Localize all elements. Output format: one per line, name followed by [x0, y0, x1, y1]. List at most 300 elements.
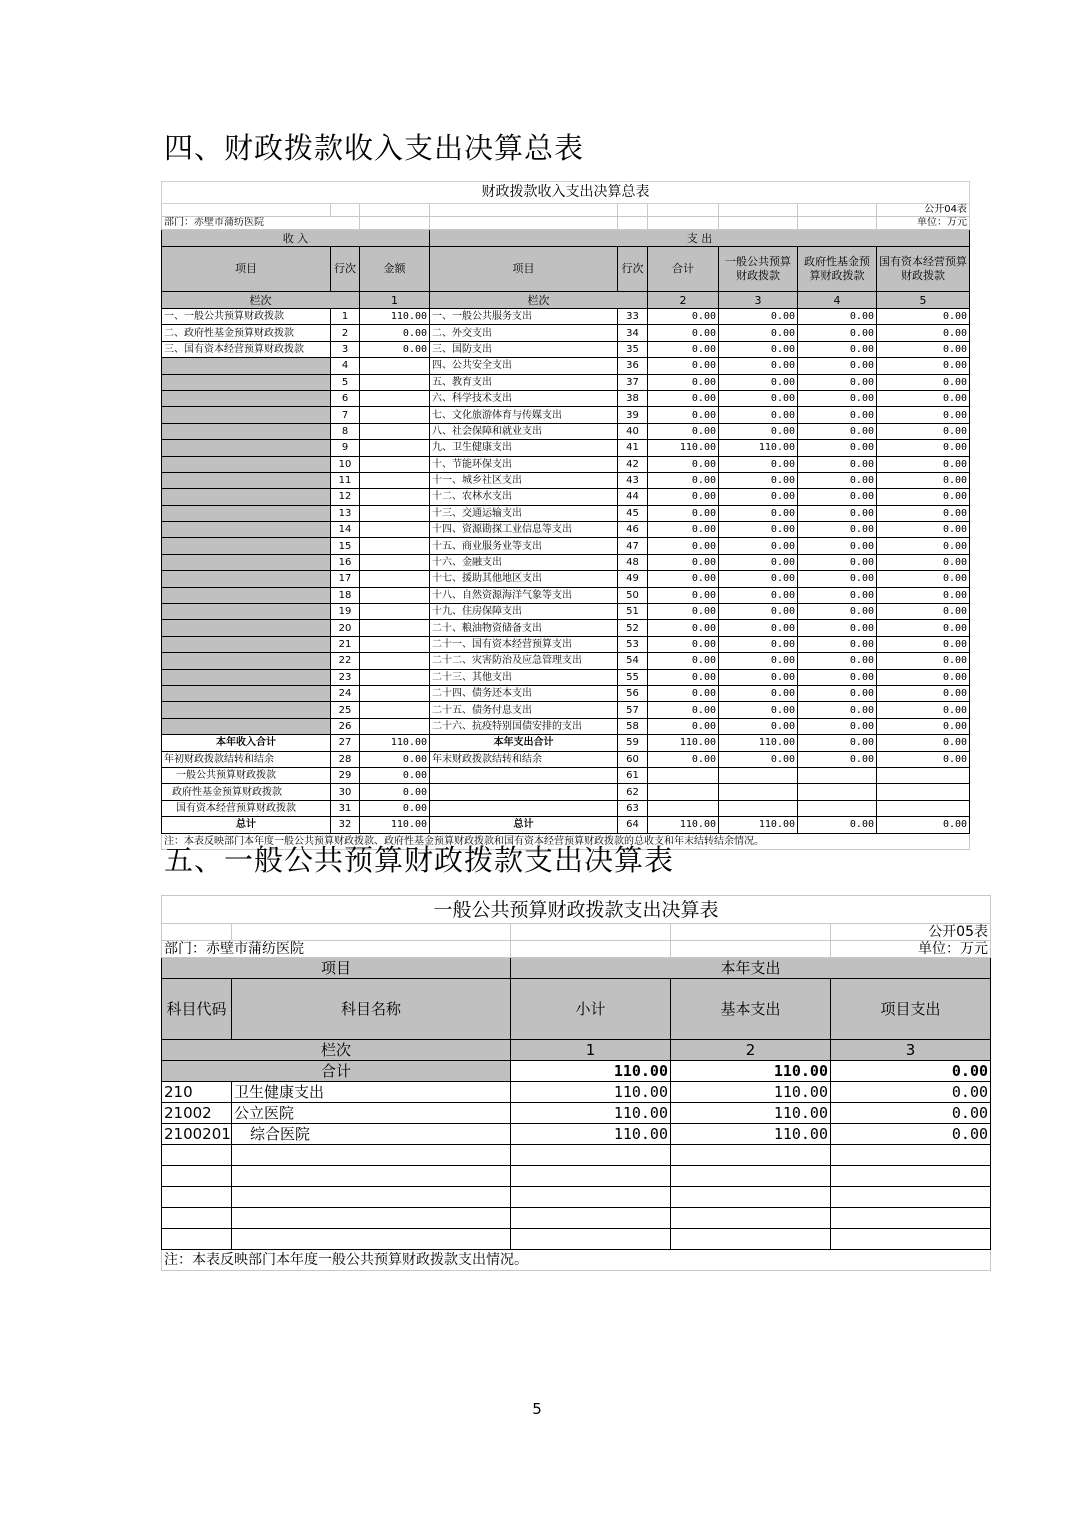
income-line: 1 — [331, 309, 360, 325]
expense-soe: 0.00 — [877, 669, 970, 685]
empty-cell — [671, 1229, 831, 1250]
expense-line: 33 — [618, 309, 648, 325]
expense-soe: 0.00 — [877, 456, 970, 472]
expense-total: 0.00 — [648, 472, 719, 488]
income-item — [162, 456, 331, 472]
expense-general — [719, 767, 798, 783]
expense-item: 十八、自然资源海洋气象等支出 — [430, 587, 618, 603]
expense-total: 0.00 — [648, 522, 719, 538]
expense-soe: 0.00 — [877, 325, 970, 341]
fiscal-appropriation-summary-table — [161, 181, 970, 850]
expense-line: 34 — [618, 325, 648, 341]
expense-total: 0.00 — [648, 505, 719, 521]
expense-item: 十二、农林水支出 — [430, 489, 618, 505]
expense-general: 0.00 — [719, 751, 798, 767]
total-basic: 110.00 — [671, 1061, 831, 1082]
expense-general: 0.00 — [719, 620, 798, 636]
empty-cell — [671, 1166, 831, 1187]
income-line: 30 — [331, 784, 360, 800]
empty-cell — [162, 1187, 232, 1208]
expense-general: 0.00 — [719, 489, 798, 505]
expense-item: 一、一般公共服务支出 — [430, 309, 618, 325]
table-row — [162, 505, 970, 521]
expense-soe: 0.00 — [877, 358, 970, 374]
expense-general: 0.00 — [719, 653, 798, 669]
table-row — [162, 374, 970, 390]
income-line: 29 — [331, 767, 360, 783]
expense-soe: 0.00 — [877, 554, 970, 570]
section-5-heading: 五、一般公共预算财政拨款支出决算表 — [164, 843, 675, 877]
expense-item: 十五、商业服务业等支出 — [430, 538, 618, 554]
col-index-3: 3 — [831, 1040, 991, 1061]
expense-general: 0.00 — [719, 390, 798, 406]
expense-soe: 0.00 — [877, 538, 970, 554]
table-title: 一般公共预算财政拨款支出决算表 — [162, 896, 991, 924]
expense-general: 0.00 — [719, 702, 798, 718]
expense-soe: 0.00 — [877, 489, 970, 505]
col-index-label: 栏次 — [162, 292, 360, 309]
expense-fund: 0.00 — [798, 604, 877, 620]
expense-line: 63 — [618, 800, 648, 816]
expense-item: 三、国防支出 — [430, 341, 618, 357]
unit-label: 单位：万元 — [831, 941, 991, 958]
income-item: 一般公共预算财政拨款 — [162, 767, 331, 783]
expense-fund: 0.00 — [798, 653, 877, 669]
expense-soe: 0.00 — [877, 685, 970, 701]
income-amount — [360, 407, 430, 423]
expense-general: 110.00 — [719, 735, 798, 751]
col-header-total: 合计 — [648, 247, 719, 292]
expense-line: 62 — [618, 784, 648, 800]
income-line: 25 — [331, 702, 360, 718]
table-row — [162, 423, 970, 439]
expense-line: 54 — [618, 653, 648, 669]
table-row — [162, 522, 970, 538]
account-name: 卫生健康支出 — [232, 1082, 511, 1103]
expense-item: 九、卫生健康支出 — [430, 440, 618, 456]
expense-general: 0.00 — [719, 407, 798, 423]
income-amount — [360, 390, 430, 406]
table-row — [162, 751, 970, 767]
col-header-fund: 政府性基金预算财政拨款 — [798, 247, 877, 292]
expense-general: 0.00 — [719, 456, 798, 472]
income-amount: 110.00 — [360, 309, 430, 325]
income-amount: 0.00 — [360, 784, 430, 800]
expense-line: 60 — [618, 751, 648, 767]
income-line: 14 — [331, 522, 360, 538]
income-amount: 0.00 — [360, 800, 430, 816]
expense-line: 39 — [618, 407, 648, 423]
empty-cell — [511, 1166, 671, 1187]
expense-item: 六、科学技术支出 — [430, 390, 618, 406]
expense-line: 43 — [618, 472, 648, 488]
empty-row — [162, 1187, 991, 1208]
expense-fund: 0.00 — [798, 685, 877, 701]
expense-soe — [877, 784, 970, 800]
expense-fund: 0.00 — [798, 341, 877, 357]
expense-fund: 0.00 — [798, 751, 877, 767]
income-item — [162, 522, 331, 538]
total-label: 合计 — [162, 1061, 511, 1082]
table-row — [162, 817, 970, 833]
col-header-year-expense: 本年支出 — [511, 958, 991, 979]
empty-cell — [232, 1145, 511, 1166]
col-index-1: 1 — [360, 292, 430, 309]
income-line: 17 — [331, 571, 360, 587]
expense-item: 二十一、国有资本经营预算支出 — [430, 636, 618, 652]
income-line: 22 — [331, 653, 360, 669]
table-row — [162, 669, 970, 685]
income-line: 24 — [331, 685, 360, 701]
empty-cell — [831, 1208, 991, 1229]
expense-total: 0.00 — [648, 751, 719, 767]
income-line: 32 — [331, 817, 360, 833]
expense-line: 35 — [618, 341, 648, 357]
expense-soe: 0.00 — [877, 341, 970, 357]
income-amount: 110.00 — [360, 817, 430, 833]
expense-fund: 0.00 — [798, 440, 877, 456]
expense-line: 44 — [618, 489, 648, 505]
expense-general: 0.00 — [719, 554, 798, 570]
expense-item: 四、公共安全支出 — [430, 358, 618, 374]
income-line: 11 — [331, 472, 360, 488]
expense-total: 110.00 — [648, 735, 719, 751]
table-row — [162, 767, 970, 783]
table-row — [162, 587, 970, 603]
expense-line: 37 — [618, 374, 648, 390]
expense-fund: 0.00 — [798, 358, 877, 374]
department-label: 部门：赤壁市蒲纺医院 — [162, 217, 360, 230]
expense-item — [430, 800, 618, 816]
expense-soe: 0.00 — [877, 374, 970, 390]
empty-cell — [232, 1166, 511, 1187]
income-line: 31 — [331, 800, 360, 816]
empty-cell — [511, 1208, 671, 1229]
empty-cell — [831, 1187, 991, 1208]
expense-line: 58 — [618, 718, 648, 734]
table-title: 财政拨款收入支出决算总表 — [162, 182, 970, 204]
col-index-3: 3 — [719, 292, 798, 309]
income-item — [162, 407, 331, 423]
expense-soe: 0.00 — [877, 817, 970, 833]
expense-item: 总计 — [430, 817, 618, 833]
table-row — [162, 472, 970, 488]
income-item: 本年收入合计 — [162, 735, 331, 751]
expense-fund: 0.00 — [798, 374, 877, 390]
expense-item: 十、节能环保支出 — [430, 456, 618, 472]
expense-fund — [798, 800, 877, 816]
table-row — [162, 718, 970, 734]
expense-total: 0.00 — [648, 374, 719, 390]
table-row — [162, 636, 970, 652]
col-index-2: 2 — [671, 1040, 831, 1061]
expense-total: 0.00 — [648, 669, 719, 685]
income-amount — [360, 620, 430, 636]
expense-general: 110.00 — [719, 440, 798, 456]
expense-line: 38 — [618, 390, 648, 406]
empty-cell — [232, 1229, 511, 1250]
income-line: 7 — [331, 407, 360, 423]
income-amount — [360, 358, 430, 374]
expense-total — [648, 800, 719, 816]
income-line: 12 — [331, 489, 360, 505]
expense-soe: 0.00 — [877, 522, 970, 538]
subtotal: 110.00 — [511, 1103, 671, 1124]
empty-cell — [831, 1166, 991, 1187]
expense-general: 0.00 — [719, 669, 798, 685]
income-amount — [360, 604, 430, 620]
income-amount — [360, 571, 430, 587]
expense-line: 45 — [618, 505, 648, 521]
project-expense: 0.00 — [831, 1082, 991, 1103]
income-amount — [360, 440, 430, 456]
expense-line: 51 — [618, 604, 648, 620]
income-item — [162, 390, 331, 406]
income-amount: 0.00 — [360, 325, 430, 341]
expense-item: 二十四、债务还本支出 — [430, 685, 618, 701]
expense-fund: 0.00 — [798, 325, 877, 341]
table-row — [162, 440, 970, 456]
expense-general: 0.00 — [719, 358, 798, 374]
expense-soe: 0.00 — [877, 423, 970, 439]
income-item: 年初财政拨款结转和结余 — [162, 751, 331, 767]
expense-total: 0.00 — [648, 538, 719, 554]
income-line: 3 — [331, 341, 360, 357]
col-header-basic: 基本支出 — [671, 979, 831, 1040]
empty-row — [162, 1229, 991, 1250]
income-line: 9 — [331, 440, 360, 456]
empty-cell — [162, 1229, 232, 1250]
expense-line: 46 — [618, 522, 648, 538]
income-item — [162, 604, 331, 620]
col-header-item: 项目 — [162, 958, 511, 979]
expense-total: 0.00 — [648, 653, 719, 669]
project-expense: 0.00 — [831, 1103, 991, 1124]
table-row — [162, 1103, 991, 1124]
expense-soe: 0.00 — [877, 309, 970, 325]
expense-fund: 0.00 — [798, 620, 877, 636]
form-code: 公开05表 — [831, 924, 991, 941]
expense-total: 110.00 — [648, 440, 719, 456]
total-project: 0.00 — [831, 1061, 991, 1082]
income-item: 国有资本经营预算财政拨款 — [162, 800, 331, 816]
table-row — [162, 456, 970, 472]
income-item: 总计 — [162, 817, 331, 833]
expense-soe: 0.00 — [877, 620, 970, 636]
income-line: 16 — [331, 554, 360, 570]
col-header-code: 科目代码 — [162, 979, 232, 1040]
section-4-heading: 四、财政拨款收入支出决算总表 — [164, 131, 585, 165]
expense-item: 二、外交支出 — [430, 325, 618, 341]
expense-fund: 0.00 — [798, 309, 877, 325]
expense-soe: 0.00 — [877, 587, 970, 603]
income-line: 28 — [331, 751, 360, 767]
income-item — [162, 685, 331, 701]
expense-total: 0.00 — [648, 325, 719, 341]
income-item: 二、政府性基金预算财政拨款 — [162, 325, 331, 341]
expense-fund — [798, 767, 877, 783]
income-line: 26 — [331, 718, 360, 734]
income-line: 2 — [331, 325, 360, 341]
col-header-project: 项目支出 — [831, 979, 991, 1040]
basic-expense: 110.00 — [671, 1082, 831, 1103]
expense-item: 十七、援助其他地区支出 — [430, 571, 618, 587]
expense-general — [719, 800, 798, 816]
income-item — [162, 571, 331, 587]
expense-soe: 0.00 — [877, 653, 970, 669]
expense-soe: 0.00 — [877, 751, 970, 767]
expense-total: 0.00 — [648, 636, 719, 652]
expense-soe: 0.00 — [877, 571, 970, 587]
empty-row — [162, 1166, 991, 1187]
expense-line: 40 — [618, 423, 648, 439]
income-item — [162, 472, 331, 488]
income-line: 10 — [331, 456, 360, 472]
income-item: 一、一般公共预算财政拨款 — [162, 309, 331, 325]
expense-line: 53 — [618, 636, 648, 652]
expense-line: 48 — [618, 554, 648, 570]
expense-general: 0.00 — [719, 341, 798, 357]
expense-line: 47 — [618, 538, 648, 554]
income-amount — [360, 423, 430, 439]
income-item — [162, 636, 331, 652]
table-row — [162, 407, 970, 423]
expense-total — [648, 767, 719, 783]
expense-fund: 0.00 — [798, 407, 877, 423]
expense-soe: 0.00 — [877, 505, 970, 521]
expense-total: 110.00 — [648, 817, 719, 833]
income-amount: 0.00 — [360, 341, 430, 357]
expense-fund — [798, 784, 877, 800]
expense-fund: 0.00 — [798, 554, 877, 570]
account-code: 2100201 — [162, 1124, 232, 1145]
table-row — [162, 358, 970, 374]
col-header-item: 项目 — [162, 247, 331, 292]
expense-general: 0.00 — [719, 685, 798, 701]
basic-expense: 110.00 — [671, 1103, 831, 1124]
expense-item: 十一、城乡社区支出 — [430, 472, 618, 488]
expense-general: 0.00 — [719, 571, 798, 587]
expense-item: 八、社会保障和就业支出 — [430, 423, 618, 439]
expense-soe: 0.00 — [877, 702, 970, 718]
empty-cell — [162, 1208, 232, 1229]
income-amount — [360, 653, 430, 669]
expense-fund: 0.00 — [798, 669, 877, 685]
col-header-amount: 金额 — [360, 247, 430, 292]
income-amount: 110.00 — [360, 735, 430, 751]
expense-general: 0.00 — [719, 505, 798, 521]
expense-fund: 0.00 — [798, 571, 877, 587]
empty-cell — [671, 1145, 831, 1166]
expense-general: 0.00 — [719, 522, 798, 538]
empty-cell — [162, 1145, 232, 1166]
empty-cell — [511, 1145, 671, 1166]
income-item — [162, 653, 331, 669]
income-amount — [360, 554, 430, 570]
page-number: 5 — [532, 1400, 542, 1418]
expense-fund: 0.00 — [798, 538, 877, 554]
empty-row — [162, 1145, 991, 1166]
expense-total: 0.00 — [648, 341, 719, 357]
expense-general: 0.00 — [719, 587, 798, 603]
expense-line: 64 — [618, 817, 648, 833]
income-amount — [360, 522, 430, 538]
table-row — [162, 735, 970, 751]
income-amount — [360, 374, 430, 390]
expense-fund: 0.00 — [798, 522, 877, 538]
income-line: 8 — [331, 423, 360, 439]
expense-item: 二十六、抗疫特别国债安排的支出 — [430, 718, 618, 734]
expense-header: 支 出 — [430, 230, 970, 247]
income-line: 18 — [331, 587, 360, 603]
empty-cell — [831, 1145, 991, 1166]
expense-fund: 0.00 — [798, 587, 877, 603]
expense-general: 110.00 — [719, 817, 798, 833]
empty-cell — [232, 1208, 511, 1229]
expense-general — [719, 784, 798, 800]
income-item — [162, 702, 331, 718]
expense-general: 0.00 — [719, 374, 798, 390]
income-amount — [360, 472, 430, 488]
expense-item: 二十三、其他支出 — [430, 669, 618, 685]
col-header-item2: 项目 — [430, 247, 618, 292]
expense-item: 二十五、债务付息支出 — [430, 702, 618, 718]
expense-total — [648, 784, 719, 800]
expense-line: 41 — [618, 440, 648, 456]
expense-general: 0.00 — [719, 636, 798, 652]
income-line: 20 — [331, 620, 360, 636]
subtotal: 110.00 — [511, 1124, 671, 1145]
expense-total: 0.00 — [648, 604, 719, 620]
col-index-2: 2 — [648, 292, 719, 309]
expense-line: 61 — [618, 767, 648, 783]
empty-cell — [671, 1187, 831, 1208]
table-row — [162, 653, 970, 669]
expense-line: 50 — [618, 587, 648, 603]
total-subtotal: 110.00 — [511, 1061, 671, 1082]
expense-total: 0.00 — [648, 423, 719, 439]
expense-general: 0.00 — [719, 472, 798, 488]
expense-fund: 0.00 — [798, 472, 877, 488]
expense-line: 49 — [618, 571, 648, 587]
expense-item: 二十、粮油物资储备支出 — [430, 620, 618, 636]
expense-general: 0.00 — [719, 309, 798, 325]
empty-cell — [511, 1187, 671, 1208]
expense-soe: 0.00 — [877, 390, 970, 406]
col-index-4: 4 — [798, 292, 877, 309]
expense-item — [430, 767, 618, 783]
income-header: 收 入 — [162, 230, 430, 247]
expense-item: 七、文化旅游体育与传媒支出 — [430, 407, 618, 423]
table-row — [162, 341, 970, 357]
table-note: 注：本表反映部门本年度一般公共预算财政拨款、政府性基金预算财政拨款和国有资本经营预算财政拨款的总收支和年末结转结余情况。 — [162, 833, 970, 849]
income-item — [162, 538, 331, 554]
income-line: 23 — [331, 669, 360, 685]
empty-cell — [511, 1229, 671, 1250]
table-row — [162, 620, 970, 636]
expense-item: 十六、金融支出 — [430, 554, 618, 570]
income-amount — [360, 718, 430, 734]
expense-soe — [877, 767, 970, 783]
income-line: 27 — [331, 735, 360, 751]
col-header-name: 科目名称 — [232, 979, 511, 1040]
table-row — [162, 800, 970, 816]
project-expense: 0.00 — [831, 1124, 991, 1145]
income-amount — [360, 505, 430, 521]
income-item — [162, 587, 331, 603]
expense-fund: 0.00 — [798, 390, 877, 406]
expense-soe: 0.00 — [877, 604, 970, 620]
